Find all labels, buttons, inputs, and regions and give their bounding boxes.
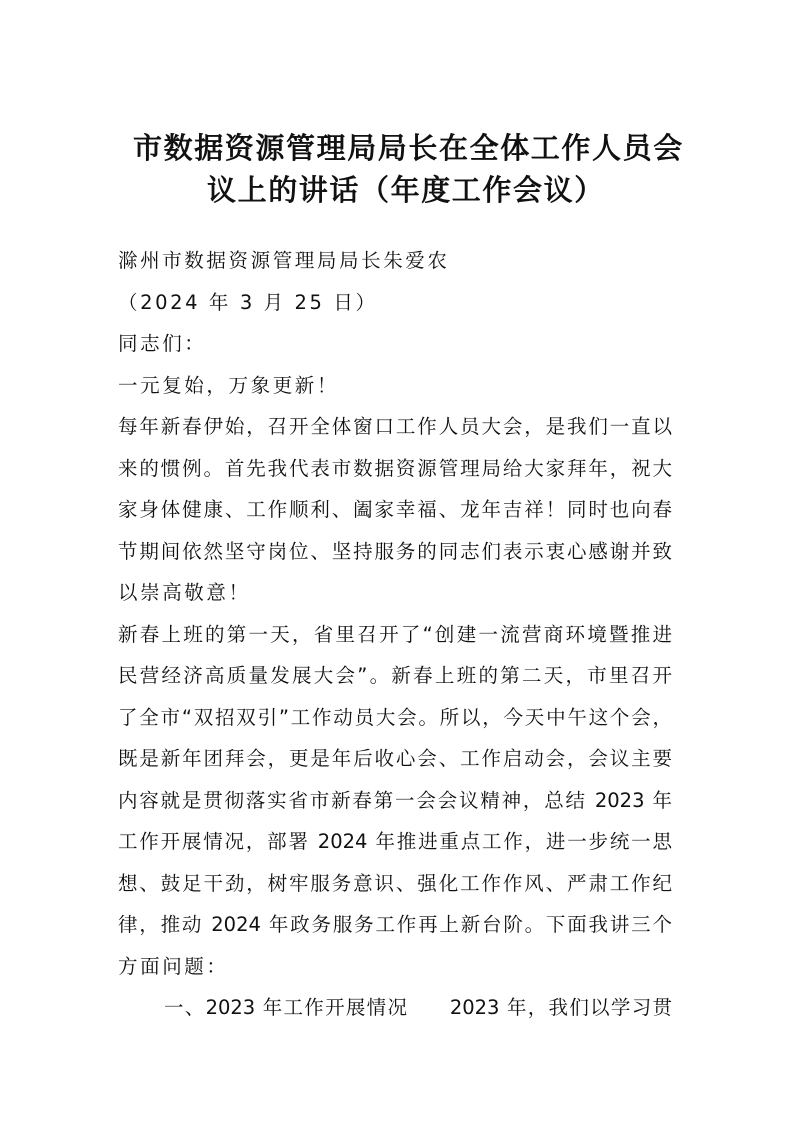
body-text-line: 家身体健康、工作顺利、阖家幸福、龙年吉祥！同时也向春 [118, 498, 672, 521]
date-line: （2024 年 3 月 25 日） [118, 290, 378, 314]
author-line: 滁州市数据资源管理局局长朱爱农 [118, 249, 450, 272]
body-text-line: 来的惯例。首先我代表市数据资源管理局给大家拜年，祝大 [118, 456, 672, 480]
salutation: 同志们： [118, 332, 207, 355]
body-text-line: 既是新年团拜会，更是年后收心会、工作启动会，会议主要 [118, 747, 672, 770]
document-title-line-1: 市数据资源管理局局长在全体工作人员会 [133, 131, 684, 165]
body-text-line: 一元复始，万象更新！ [118, 373, 340, 397]
document-title-line-2: 议上的讲话（年度工作会议） [207, 173, 605, 207]
body-text-line: 工作开展情况，部署 2024 年推进重点工作，进一步统一思 [118, 830, 672, 853]
body-text-line: 民营经济高质量发展大会”。新春上班的第二天，市里召开 [118, 664, 672, 687]
body-text-line: 想、鼓足干劲，树牢服务意识、强化工作作风、严肃工作纪 [118, 871, 672, 895]
body-text-line: 一、2023 年工作开展情况 2023 年，我们以学习贯 [164, 996, 672, 1019]
body-text-line: 内容就是贯彻落实省市新春第一会会议精神，总结 2023 年 [118, 788, 672, 812]
body-text-line: 以崇高敬意！ [118, 581, 251, 604]
body-text-line: 律，推动 2024 年政务服务工作再上新台阶。下面我讲三个 [118, 913, 672, 936]
body-text-line: 节期间依然坚守岗位、坚持服务的同志们表示衷心感谢并致 [118, 539, 672, 563]
body-text-line: 每年新春伊始，召开全体窗口工作人员大会，是我们一直以 [118, 415, 672, 438]
body-text-line: 了全市“双招双引”工作动员大会。所以，今天中午这个会， [118, 705, 672, 729]
body-text-line: 新春上班的第一天，省里召开了“创建一流营商环境暨推进 [118, 622, 672, 646]
body-text-line: 方面问题： [118, 954, 229, 978]
